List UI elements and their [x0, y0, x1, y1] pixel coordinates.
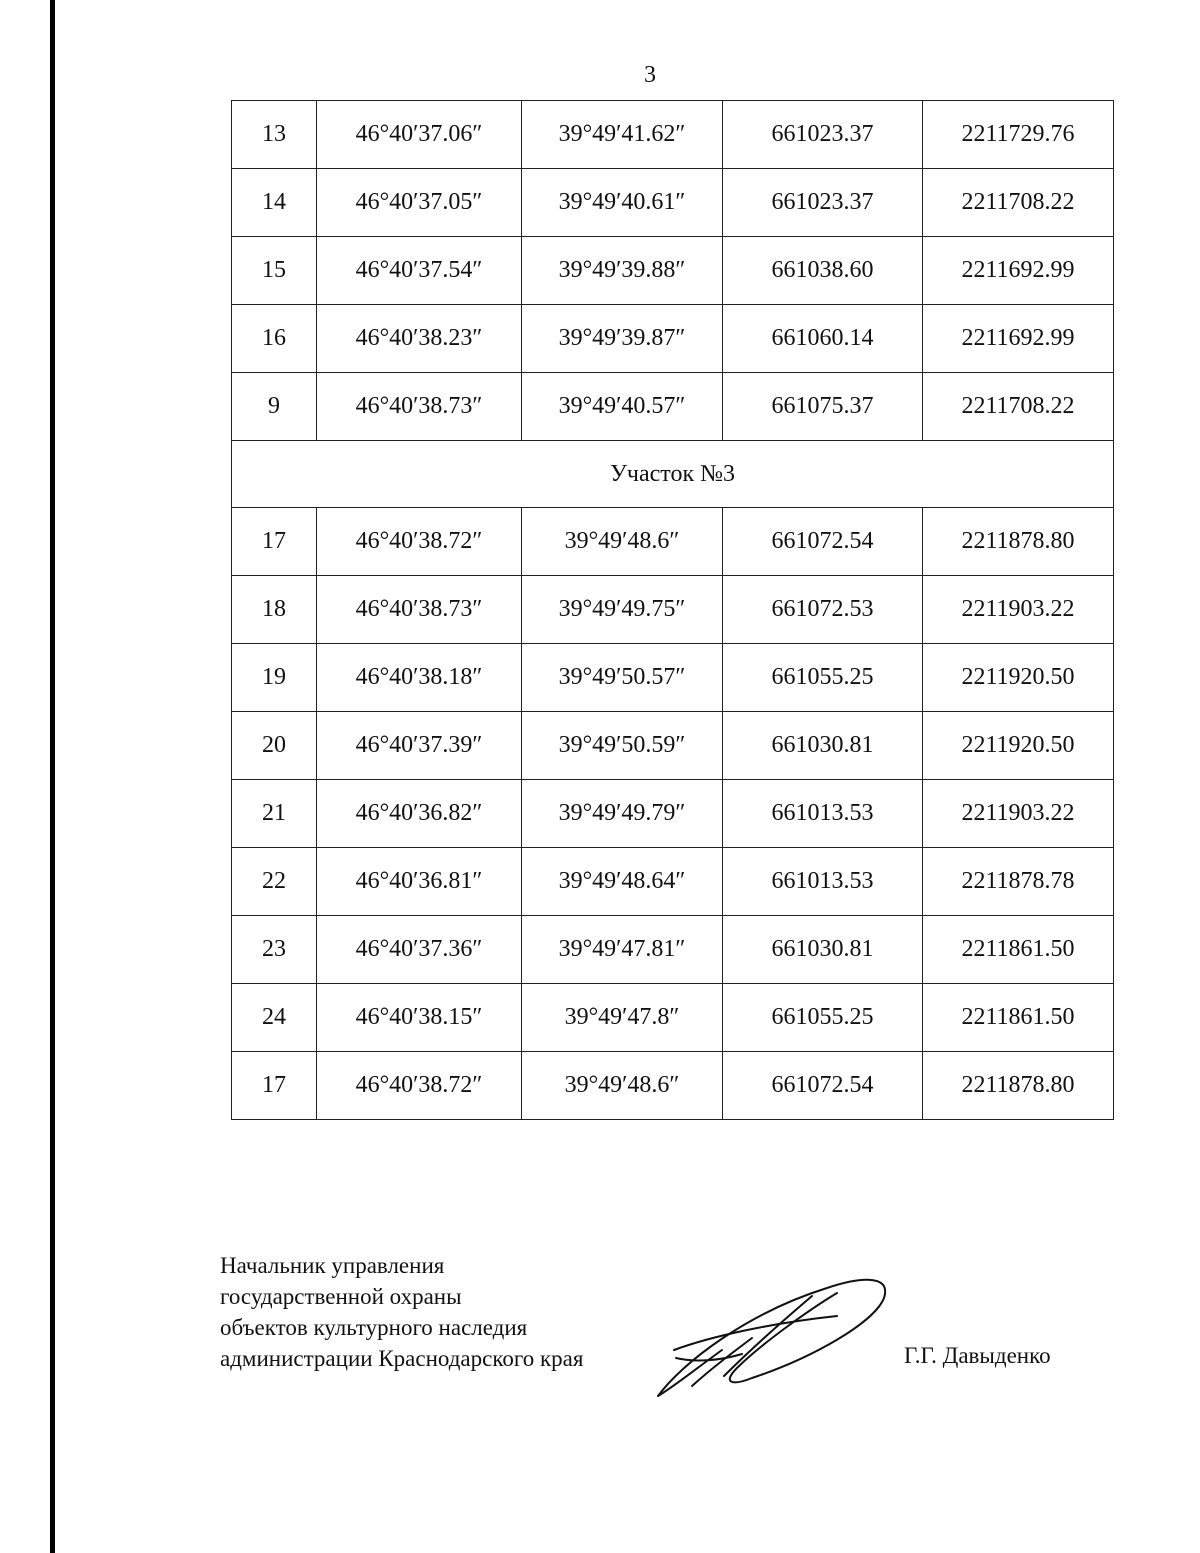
- x-coordinate-cell: 661030.81: [723, 712, 923, 780]
- y-coordinate-cell: 2211903.22: [923, 780, 1114, 848]
- table-row: [232, 848, 1114, 916]
- longitude-cell: 39°49′50.59″: [522, 712, 723, 780]
- table-row: [232, 508, 1114, 576]
- latitude-cell: 46°40′37.36″: [317, 916, 522, 984]
- longitude-cell: 39°49′49.79″: [522, 780, 723, 848]
- position-line: администрации Краснодарского края: [220, 1346, 584, 1371]
- section-title: Участок №3: [232, 441, 1114, 508]
- latitude-cell: 46°40′37.06″: [317, 101, 522, 169]
- longitude-cell: 39°49′49.75″: [522, 576, 723, 644]
- page-number: 3: [644, 62, 656, 88]
- latitude-cell: 46°40′38.23″: [317, 305, 522, 373]
- point-number-cell: 9: [232, 373, 317, 441]
- longitude-cell: 39°49′48.6″: [522, 508, 723, 576]
- longitude-cell: 39°49′48.64″: [522, 848, 723, 916]
- x-coordinate-cell: 661060.14: [723, 305, 923, 373]
- longitude-cell: 39°49′40.57″: [522, 373, 723, 441]
- latitude-cell: 46°40′38.72″: [317, 508, 522, 576]
- x-coordinate-cell: 661013.53: [723, 780, 923, 848]
- latitude-cell: 46°40′38.15″: [317, 984, 522, 1052]
- table-row: [232, 780, 1114, 848]
- longitude-cell: 39°49′40.61″: [522, 169, 723, 237]
- y-coordinate-cell: 2211861.50: [923, 984, 1114, 1052]
- latitude-cell: 46°40′38.18″: [317, 644, 522, 712]
- longitude-cell: 39°49′50.57″: [522, 644, 723, 712]
- point-number-cell: 20: [232, 712, 317, 780]
- longitude-cell: 39°49′47.81″: [522, 916, 723, 984]
- longitude-cell: 39°49′48.6″: [522, 1052, 723, 1120]
- point-number-cell: 17: [232, 508, 317, 576]
- signatory-name: Г.Г. Давыденко: [904, 1343, 1051, 1368]
- table-row: [232, 576, 1114, 644]
- longitude-cell: 39°49′39.87″: [522, 305, 723, 373]
- latitude-cell: 46°40′37.54″: [317, 237, 522, 305]
- point-number-cell: 17: [232, 1052, 317, 1120]
- x-coordinate-cell: 661023.37: [723, 101, 923, 169]
- latitude-cell: 46°40′38.72″: [317, 1052, 522, 1120]
- coordinates-table: [231, 100, 1114, 1120]
- latitude-cell: 46°40′36.82″: [317, 780, 522, 848]
- table-row: [232, 373, 1114, 441]
- x-coordinate-cell: 661072.54: [723, 508, 923, 576]
- table-row: [232, 101, 1114, 169]
- latitude-cell: 46°40′38.73″: [317, 576, 522, 644]
- y-coordinate-cell: 2211692.99: [923, 305, 1114, 373]
- longitude-cell: 39°49′39.88″: [522, 237, 723, 305]
- y-coordinate-cell: 2211903.22: [923, 576, 1114, 644]
- latitude-cell: 46°40′36.81″: [317, 848, 522, 916]
- table-row: [232, 1052, 1114, 1120]
- point-number-cell: 19: [232, 644, 317, 712]
- x-coordinate-cell: 661072.53: [723, 576, 923, 644]
- point-number-cell: 22: [232, 848, 317, 916]
- point-number-cell: 23: [232, 916, 317, 984]
- y-coordinate-cell: 2211878.80: [923, 508, 1114, 576]
- table-row: [232, 305, 1114, 373]
- x-coordinate-cell: 661038.60: [723, 237, 923, 305]
- x-coordinate-cell: 661055.25: [723, 644, 923, 712]
- y-coordinate-cell: 2211878.78: [923, 848, 1114, 916]
- y-coordinate-cell: 2211920.50: [923, 712, 1114, 780]
- scan-left-edge: [50, 0, 55, 1553]
- y-coordinate-cell: 2211729.76: [923, 101, 1114, 169]
- table-row: [232, 169, 1114, 237]
- table-row: [232, 916, 1114, 984]
- x-coordinate-cell: 661055.25: [723, 984, 923, 1052]
- longitude-cell: 39°49′41.62″: [522, 101, 723, 169]
- x-coordinate-cell: 661023.37: [723, 169, 923, 237]
- point-number-cell: 13: [232, 101, 317, 169]
- latitude-cell: 46°40′37.39″: [317, 712, 522, 780]
- x-coordinate-cell: 661075.37: [723, 373, 923, 441]
- y-coordinate-cell: 2211861.50: [923, 916, 1114, 984]
- x-coordinate-cell: 661013.53: [723, 848, 923, 916]
- position-line: государственной охраны: [220, 1284, 462, 1309]
- y-coordinate-cell: 2211920.50: [923, 644, 1114, 712]
- section-row: [232, 441, 1114, 508]
- y-coordinate-cell: 2211878.80: [923, 1052, 1114, 1120]
- position-line: объектов культурного наследия: [220, 1315, 528, 1340]
- latitude-cell: 46°40′38.73″: [317, 373, 522, 441]
- position-line: Начальник управления: [220, 1253, 445, 1278]
- point-number-cell: 21: [232, 780, 317, 848]
- point-number-cell: 15: [232, 237, 317, 305]
- point-number-cell: 14: [232, 169, 317, 237]
- x-coordinate-cell: 661030.81: [723, 916, 923, 984]
- x-coordinate-cell: 661072.54: [723, 1052, 923, 1120]
- y-coordinate-cell: 2211708.22: [923, 373, 1114, 441]
- handwritten-signature: [652, 1268, 897, 1408]
- table-row: [232, 237, 1114, 305]
- table-row: [232, 712, 1114, 780]
- latitude-cell: 46°40′37.05″: [317, 169, 522, 237]
- point-number-cell: 24: [232, 984, 317, 1052]
- longitude-cell: 39°49′47.8″: [522, 984, 723, 1052]
- table-row: [232, 984, 1114, 1052]
- signatory-position: [220, 1250, 583, 1374]
- table-row: [232, 644, 1114, 712]
- point-number-cell: 16: [232, 305, 317, 373]
- point-number-cell: 18: [232, 576, 317, 644]
- y-coordinate-cell: 2211692.99: [923, 237, 1114, 305]
- y-coordinate-cell: 2211708.22: [923, 169, 1114, 237]
